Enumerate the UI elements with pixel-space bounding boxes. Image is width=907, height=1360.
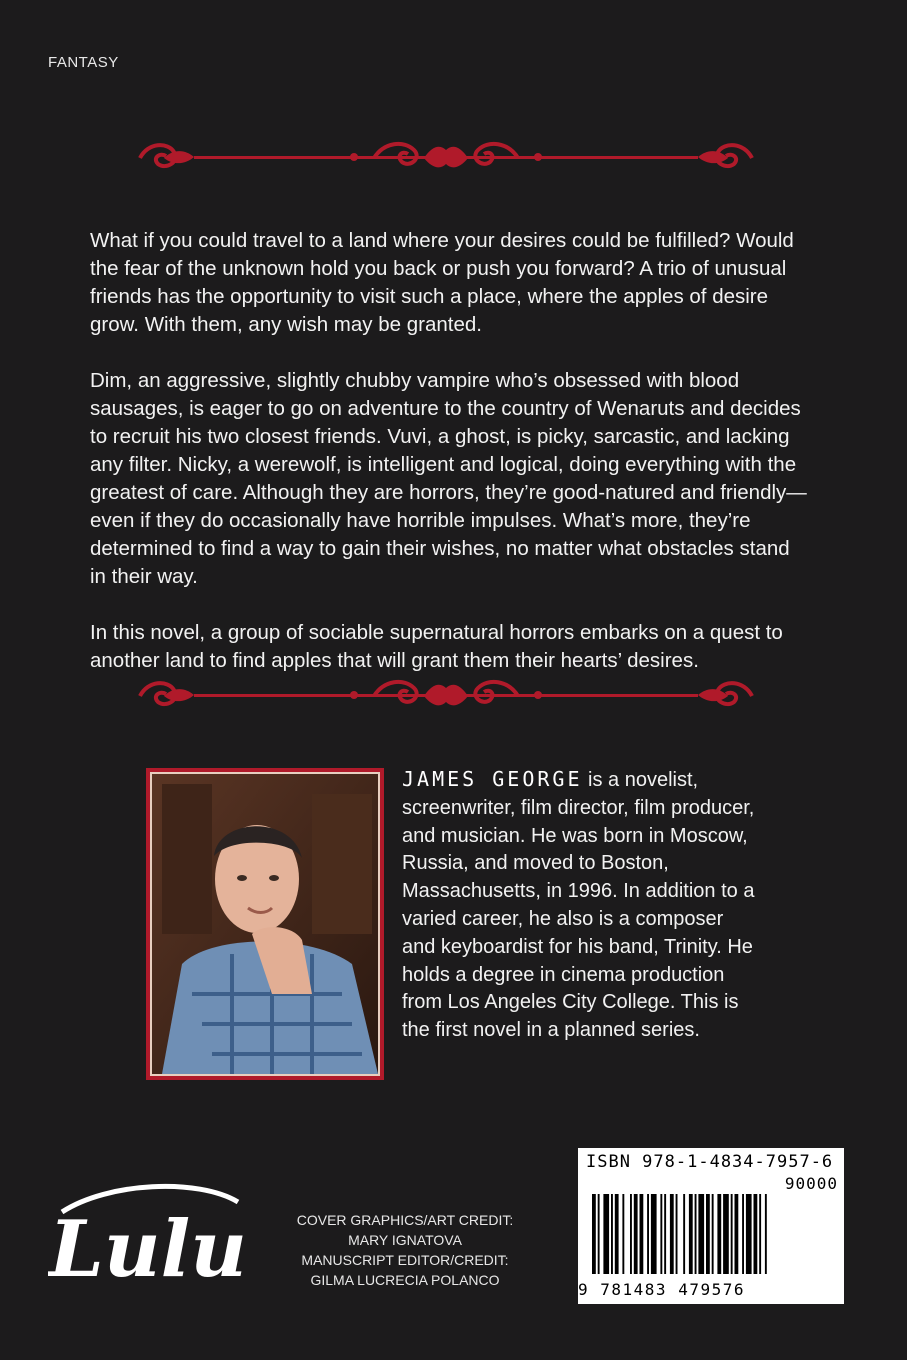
author-photo <box>150 772 380 1076</box>
author-bio-text: is a novelist, screenwriter, film director, film producer, and musician. He was born in Moscow, Russia, and moved to Boston, Massachusetts, in 1996. In addition to a varied career, he also is a composer and keyboardist for his band, Trinity. He holds a degree in cinema production from Los Angeles City College. This is the first novel in a planned series. <box>402 769 755 1042</box>
credit-art-label: COVER GRAPHICS/ART CREDIT: <box>296 1212 514 1228</box>
genre-label: FANTASY <box>48 54 119 71</box>
blurb-paragraph-1: What if you could travel to a land where your desires could be fulfilled? Would the fear of the unknown hold you back or push you forward? A trio of unusual friends has the opportunity to visit such a place, where the apples of desire grow. With them, any wish may be granted. <box>90 228 794 336</box>
author-photo-frame <box>146 768 384 1080</box>
blurb-paragraph-3: In this novel, a group of sociable supernatural horrors embarks on a quest to another land to find apples that will grant them their hearts’ desires. <box>90 620 783 672</box>
ornamental-divider-top <box>134 138 758 178</box>
credit-editor-name: GILMA LUCRECIA POLANCO <box>310 1272 500 1288</box>
author-portrait-illustration <box>152 774 378 1074</box>
author-bio <box>402 766 762 1045</box>
isbn-barcode <box>578 1148 844 1304</box>
credit-art-name: MARY IGNATOVA <box>348 1232 462 1248</box>
blurb-paragraph-2: Dim, an aggressive, slightly chubby vampire who’s obsessed with blood sausages, is eager to go on adventure to the country of Wenaruts and decides to recruit his two closest friends. Vuvi, a ghost, is picky, sarcastic, and lacking any filter. Nicky, a werewolf, is intelligent and logical, doing everything with the greatest of care. Although they are horrors, they’re good-natured and friendly—even if they do occasionally have horrible impulses. What’s more, they’re determined to find a way to gain their wishes, no matter what obstacles stand in their way. <box>90 368 807 588</box>
credits <box>270 1210 540 1290</box>
lulu-logo <box>48 1172 248 1312</box>
ornamental-divider-bottom <box>134 676 758 716</box>
barcode-bars <box>592 1194 832 1278</box>
credit-editor-label: MANUSCRIPT EDITOR/CREDIT: <box>301 1252 509 1268</box>
isbn-number: ISBN 978-1-4834-7957-6 <box>586 1152 834 1172</box>
ean-digits: 9 781483 479576 <box>578 1280 745 1299</box>
author-name: JAMES GEORGE <box>402 767 583 791</box>
lulu-logo-text: Lulu <box>49 1204 247 1295</box>
price-code: 90000 <box>784 1174 838 1193</box>
